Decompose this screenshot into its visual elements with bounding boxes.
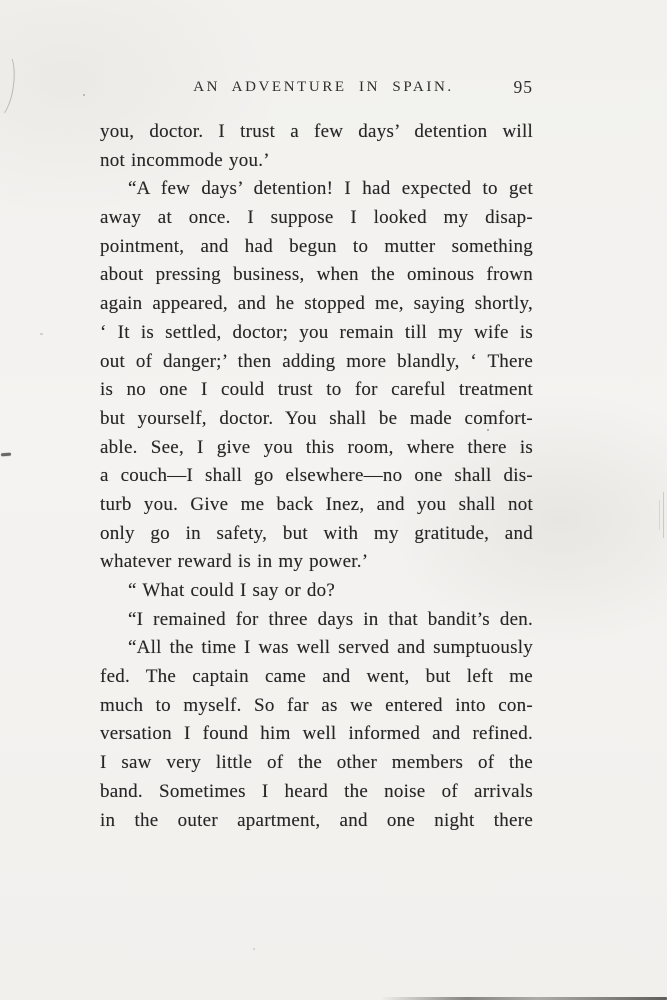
body-text <box>100 118 533 835</box>
text-line: you, doctor. I trust a few days’ detention will <box>100 121 533 142</box>
text-line: not incommode you.’ <box>100 149 270 171</box>
scan-artifact-speck <box>40 333 43 335</box>
text-line: versation I found him well informed and refined. <box>100 723 533 745</box>
text-line: much to myself. So far as we entered into con- <box>100 694 533 716</box>
text-line: “All the time I was well served and sumptuously <box>128 637 533 659</box>
text-line: turb you. Give me back Inez, and you shall not <box>100 493 533 515</box>
text-line: again appeared, and he stopped me, saying shortly, <box>100 293 533 315</box>
text-line: only go in safety, but with my gratitude, and <box>100 522 533 544</box>
text-line: “ What could I say or do? <box>128 580 336 601</box>
scan-artifact-speck <box>83 94 85 96</box>
scan-artifact-dash <box>1 453 11 457</box>
scan-artifact-curve <box>0 51 18 120</box>
scan-artifact-streak <box>663 492 664 538</box>
text-line: about pressing business, when the ominous frown <box>100 264 533 286</box>
scan-artifact-streak <box>659 500 660 530</box>
text-line: band. Sometimes I heard the noise of arrivals <box>100 780 533 802</box>
text-line: I saw very little of the other members of the <box>100 752 533 774</box>
text-line: pointment, and had begun to mutter something <box>100 235 533 257</box>
text-line: away at once. I suppose I looked my disap- <box>100 207 533 229</box>
text-line: “I remained for three days in that bandit’s den. <box>128 608 533 630</box>
scan-artifact-speck <box>253 948 255 950</box>
text-line: ‘ It is settled, doctor; you remain till my wife is <box>100 321 533 343</box>
text-line: fed. The captain came and went, but left me <box>100 666 533 688</box>
text-line: but yourself, doctor. You shall be made comfort- <box>100 407 533 429</box>
text-line: in the outer apartment, and one night there <box>100 809 533 831</box>
text-line: a couch—I shall go elsewhere—no one shall dis- <box>100 465 533 487</box>
text-line: “A few days’ detention! I had expected to get <box>128 178 533 200</box>
text-line: out of danger;’ then adding more blandly, ‘ There <box>100 350 533 372</box>
page-number: 95 <box>513 77 533 97</box>
text-line: able. See, I give you this room, where there is <box>100 436 533 458</box>
text-line: is no one I could trust to for careful treatment <box>100 379 533 401</box>
text-line: whatever reward is in my power.’ <box>100 551 369 573</box>
running-header-title: AN ADVENTURE IN SPAIN. <box>193 79 454 95</box>
running-header <box>100 79 533 101</box>
